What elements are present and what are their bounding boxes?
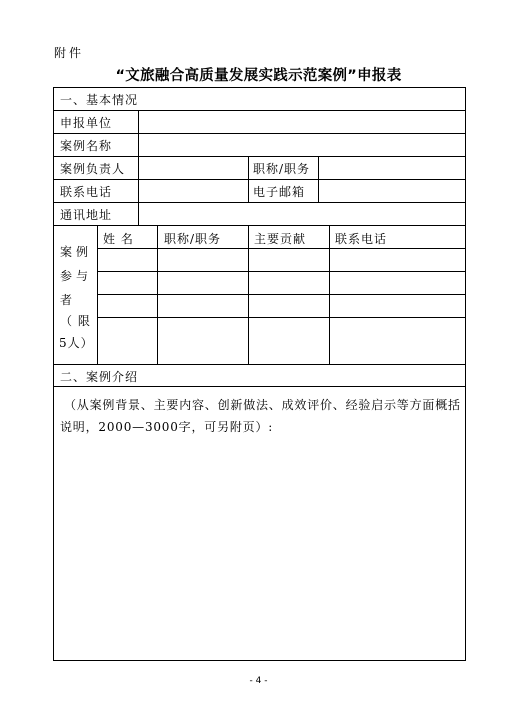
case-name-field[interactable] (144, 139, 460, 153)
application-form (53, 87, 466, 661)
section-basic-heading: 一、基本情况 (60, 93, 139, 107)
column-divider (157, 225, 158, 364)
participant-title-cell[interactable] (162, 322, 244, 336)
participant-title-cell[interactable] (162, 345, 244, 359)
participant-phone-cell[interactable] (334, 253, 460, 267)
participant-name-cell[interactable] (102, 276, 154, 290)
leader-label: 案例负责人 (60, 162, 126, 176)
row-divider (54, 386, 465, 387)
participant-contribution-cell[interactable] (253, 322, 325, 336)
participant-phone-cell[interactable] (334, 299, 460, 313)
participant-phone-cell[interactable] (334, 276, 460, 290)
unit-label: 申报单位 (60, 116, 113, 130)
column-header-title: 职称/职务 (164, 232, 222, 246)
column-header-phone: 联系电话 (335, 232, 388, 246)
row-divider (54, 133, 465, 134)
participant-contribution-cell[interactable] (253, 253, 325, 267)
email-label: 电子邮箱 (253, 185, 306, 199)
row-divider (97, 271, 465, 272)
column-divider (318, 156, 319, 202)
row-divider (97, 294, 465, 295)
participant-name-cell[interactable] (102, 253, 154, 267)
phone-label: 联系电话 (60, 185, 113, 199)
participant-title-cell[interactable] (162, 253, 244, 267)
row-divider (54, 364, 465, 365)
participants-label-line: （ 限 (60, 314, 91, 328)
row-divider (54, 156, 465, 157)
participant-name-cell[interactable] (102, 345, 154, 359)
title-label: 职称/职务 (253, 162, 311, 176)
participant-contribution-cell[interactable] (253, 345, 325, 359)
section-intro-heading: 二、案例介绍 (60, 370, 139, 384)
column-divider (248, 156, 249, 202)
participant-phone-cell[interactable] (334, 345, 460, 359)
column-divider (97, 225, 98, 364)
row-divider (54, 225, 465, 226)
row-divider (54, 179, 465, 180)
participant-name-cell[interactable] (102, 322, 154, 336)
intro-instructions[interactable]: （从案例背景、主要内容、创新做法、成效评价、经验启示等方面概括说明，2000—3000字，可另附页）: (60, 398, 461, 434)
participants-label-line: 案例 (60, 245, 93, 259)
page-number: - 4 - (249, 676, 268, 686)
address-field[interactable] (144, 208, 460, 222)
participant-title-cell[interactable] (162, 299, 244, 313)
row-divider (97, 248, 465, 249)
row-divider (97, 317, 465, 318)
column-header-contribution: 主要贡献 (254, 232, 307, 246)
case-name-label: 案例名称 (60, 139, 113, 153)
address-label: 通讯地址 (60, 208, 113, 222)
participant-contribution-cell[interactable] (253, 276, 325, 290)
leader-field[interactable] (144, 162, 244, 176)
unit-field[interactable] (144, 116, 460, 130)
participants-label-line: 者 (60, 293, 74, 307)
attachment-label: 附件 (54, 46, 85, 60)
column-header-name: 姓 名 (103, 232, 134, 246)
email-field[interactable] (324, 185, 460, 199)
phone-field[interactable] (144, 185, 244, 199)
participants-label-line: 参与 (60, 269, 93, 283)
column-divider (248, 225, 249, 364)
title-field[interactable] (324, 162, 460, 176)
form-title: “文旅融合高质量发展实践示范案例”申报表 (115, 68, 402, 84)
participant-contribution-cell[interactable] (253, 299, 325, 313)
participant-title-cell[interactable] (162, 276, 244, 290)
row-divider (54, 110, 465, 111)
column-divider (138, 110, 139, 225)
participant-name-cell[interactable] (102, 299, 154, 313)
participant-phone-cell[interactable] (334, 322, 460, 336)
row-divider (54, 202, 465, 203)
participants-label-line: 5人） (59, 336, 94, 350)
column-divider (329, 225, 330, 364)
